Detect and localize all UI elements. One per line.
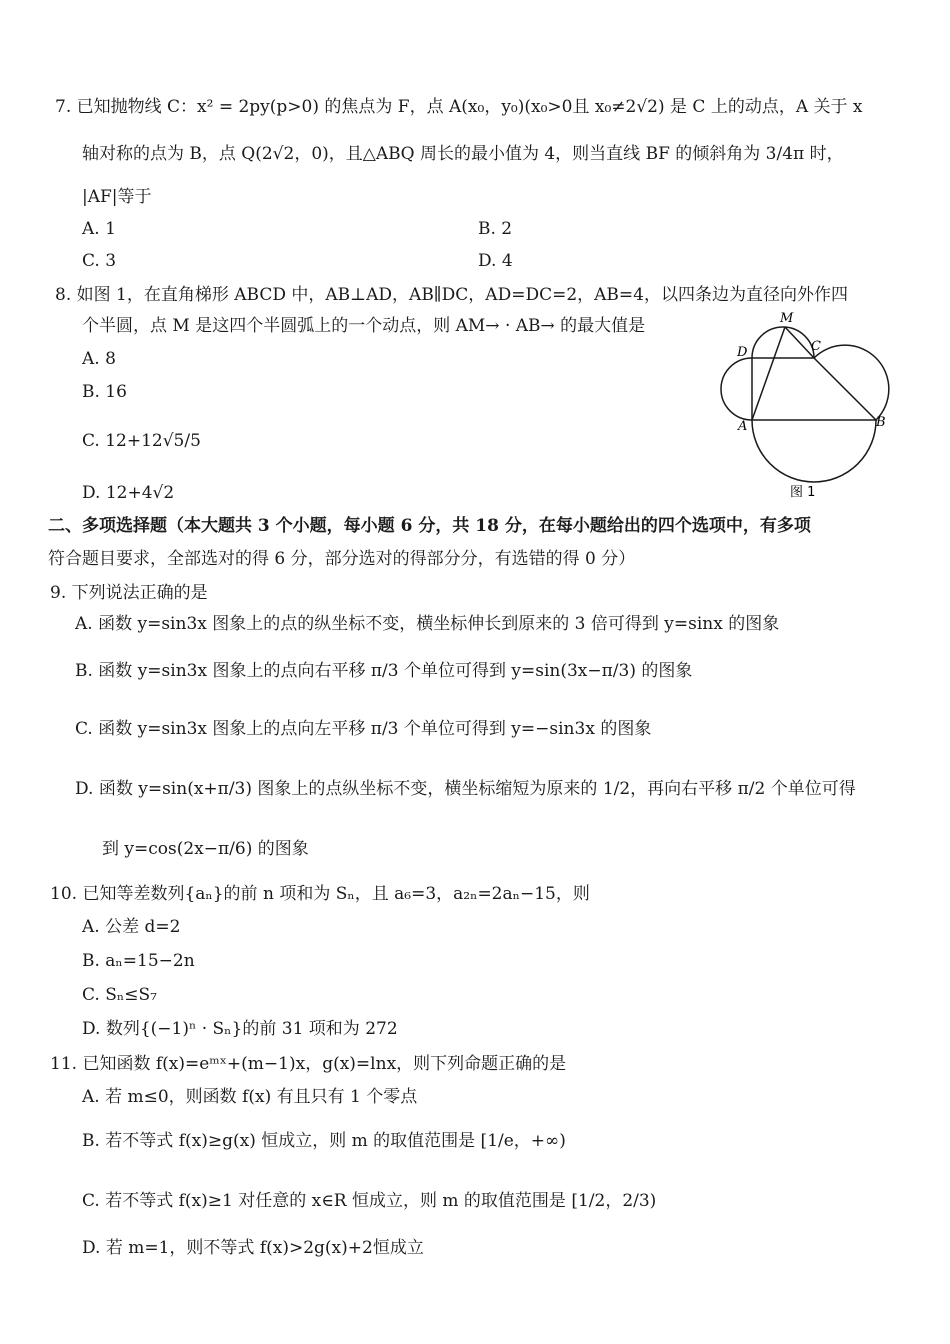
q7-line-2: 轴对称的点为 B，点 Q(2√2，0)，且△ABQ 周长的最小值为 4，则当直线 BF 的倾斜角为 3/4π 时， — [82, 144, 844, 164]
semicircle-ad — [721, 358, 752, 420]
trapezoid-semicircles-diagram — [710, 300, 900, 510]
q7-option-b: B. 2 — [478, 219, 513, 239]
q10-option-b: B. aₙ=15−2n — [82, 951, 195, 971]
q9-option-b: B. 函数 y=sin3x 图象上的点向右平移 π/3 个单位可得到 y=sin(3x−π/3) 的图象 — [75, 661, 693, 681]
label-a: A — [738, 419, 748, 434]
section-2-text: 二、多项选择题（本大题共 3 个小题，每小题 6 分，共 18 分，在每小题给出的四个选项中，有多项 — [48, 516, 811, 536]
semicircle-cb — [814, 345, 889, 420]
q7-line-1: 7. 已知抛物线 C：x² = 2py(p>0) 的焦点为 F，点 A(x₀，y₀)(x₀>0且 x₀≠2√2) 是 C 上的动点，A 关于 x — [55, 97, 863, 117]
q10-option-d: D. 数列{(−1)ⁿ · Sₙ}的前 31 项和为 272 — [82, 1019, 398, 1039]
label-c: C — [811, 339, 821, 354]
q11-option-c: C. 若不等式 f(x)≥1 对任意的 x∈R 恒成立，则 m 的取值范围是 [1/2，2/3) — [82, 1191, 657, 1211]
q8-option-d: D. 12+4√2 — [82, 483, 175, 503]
label-m: M — [780, 311, 794, 326]
label-b: B — [876, 415, 886, 430]
q8-option-a: A. 8 — [82, 349, 116, 369]
q7-option-a: A. 1 — [82, 219, 116, 239]
q8-option-c: C. 12+12√5/5 — [82, 431, 201, 451]
q9-option-d-line-1: D. 函数 y=sin(x+π/3) 图象上的点纵坐标不变，横坐标缩短为原来的 1/2，再向右平移 π/2 个单位可得 — [75, 779, 856, 799]
section-2-line-2: 符合题目要求，全部选对的得 6 分，部分选对的得部分分，有选错的得 0 分） — [48, 549, 636, 569]
label-d: D — [737, 345, 748, 360]
q8-option-b: B. 16 — [82, 382, 127, 402]
q10-option-c: C. Sₙ≤S₇ — [82, 985, 157, 1005]
q7-line-3: |AF|等于 — [82, 187, 152, 207]
section-2-line-1 — [48, 515, 811, 537]
q9-stem: 9. 下列说法正确的是 — [50, 583, 208, 603]
q10-stem: 10. 已知等差数列{aₙ}的前 n 项和为 Sₙ，且 a₆=3，a₂ₙ=2aₙ−15，则 — [50, 884, 590, 904]
q9-option-a: A. 函数 y=sin3x 图象上的点的纵坐标不变，横坐标伸长到原来的 3 倍可得到 y=sinx 的图象 — [75, 614, 780, 634]
figure-caption: 图 1 — [790, 485, 816, 500]
figure-1 — [710, 300, 900, 510]
q7-option-d: D. 4 — [478, 251, 513, 271]
q9-option-d-line-2: 到 y=cos(2x−π/6) 的图象 — [102, 839, 309, 859]
semicircle-ab — [752, 420, 876, 482]
q11-option-a: A. 若 m≤0，则函数 f(x) 有且只有 1 个零点 — [82, 1087, 418, 1107]
q8-line-2: 个半圆，点 M 是这四个半圆弧上的一个动点，则 AM→ · AB→ 的最大值是 — [82, 316, 646, 336]
q11-stem: 11. 已知函数 f(x)=eᵐˣ+(m−1)x，g(x)=lnx，则下列命题正确的是 — [50, 1054, 567, 1074]
q10-option-a: A. 公差 d=2 — [82, 917, 181, 937]
q7-option-c: C. 3 — [82, 251, 117, 271]
q11-option-b: B. 若不等式 f(x)≥g(x) 恒成立，则 m 的取值范围是 [1/e，+∞) — [82, 1131, 566, 1151]
q8-line-1: 8. 如图 1，在直角梯形 ABCD 中，AB⊥AD，AB∥DC，AD=DC=2，AB=4，以四条边为直径向外作四 — [55, 285, 848, 305]
q9-option-c: C. 函数 y=sin3x 图象上的点向左平移 π/3 个单位可得到 y=−sin3x 的图象 — [75, 719, 652, 739]
q11-option-d: D. 若 m=1，则不等式 f(x)>2g(x)+2恒成立 — [82, 1238, 424, 1258]
